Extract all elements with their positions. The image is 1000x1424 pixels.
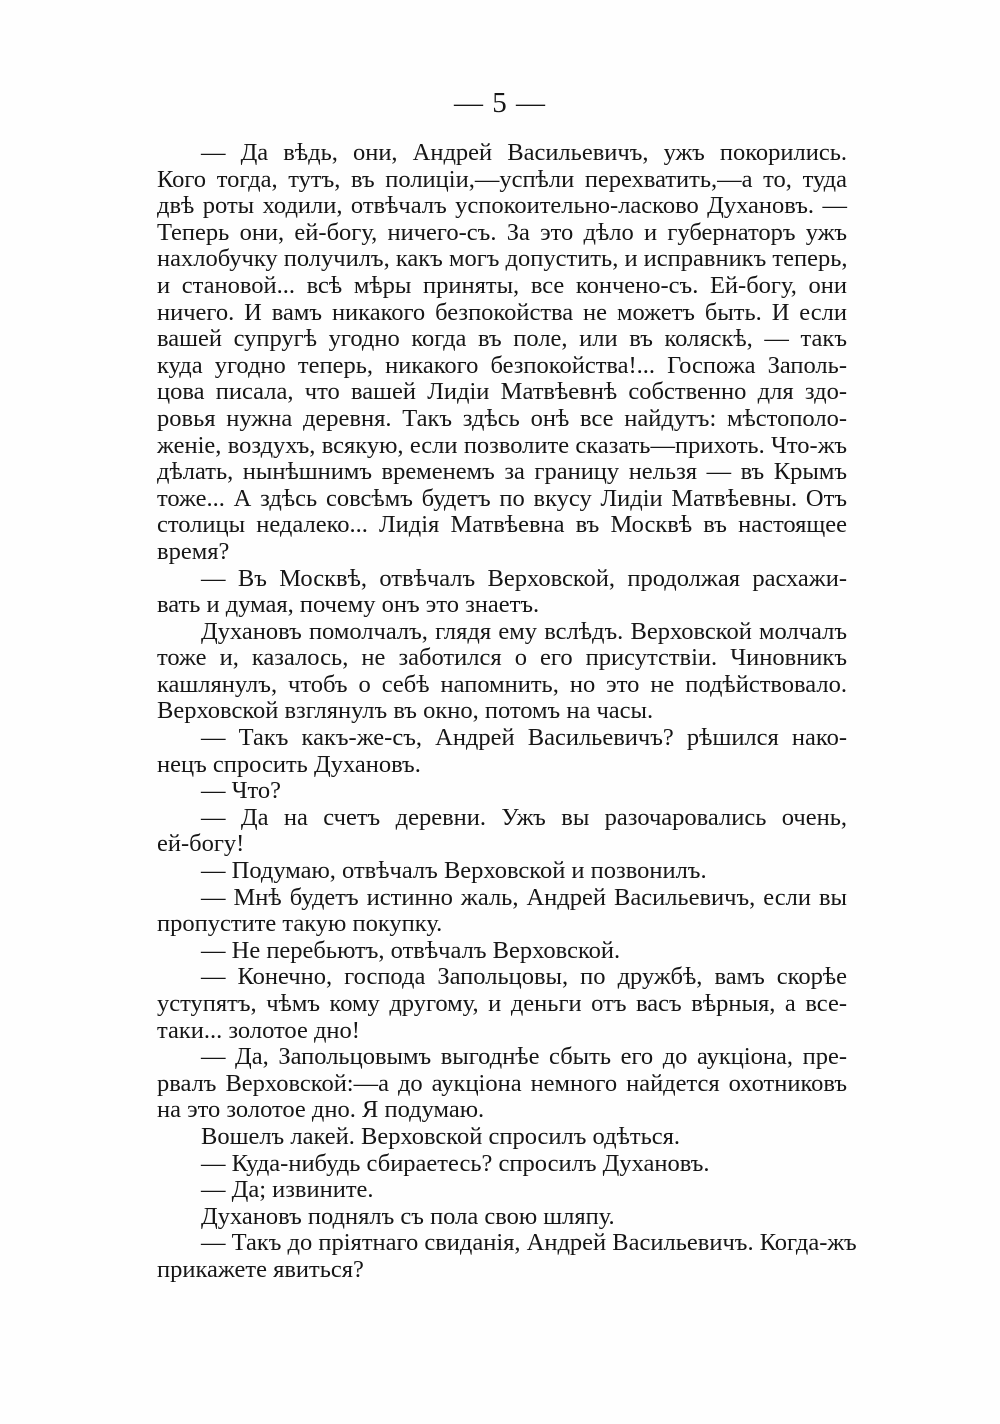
text-line: — Что? (201, 777, 282, 805)
page-number: — 5 — (454, 87, 546, 119)
text-line: дѣлать, нынѣшнимъ временемъ за границу нельзя — въ Крымъ (157, 458, 847, 486)
text-line: — Мнѣ будетъ истинно жаль, Андрей Васильевичъ, если вы (201, 883, 847, 911)
text-line: ничего. И вамъ никакого безпокойства не можетъ быть. И если (157, 298, 847, 326)
text-line: — Да на счетъ деревни. Ужъ вы разочаровались очень, (201, 803, 847, 831)
text-line: — Такъ какъ-же-съ, Андрей Васильевичъ? рѣшился нако- (201, 724, 847, 752)
text-line: — Да вѣдь, они, Андрей Васильевичъ, ужъ покорились. (201, 139, 847, 166)
text-line: Духановъ поднялъ съ пола свою шляпу. (201, 1202, 615, 1230)
text-line: вашей супругѣ угодно когда въ поле, или въ коляскѣ, — такъ (157, 325, 847, 353)
text-line: таки... золотое дно! (157, 1016, 360, 1044)
text-line: рвалъ Верховской:—а до аукціона немного найдется охотниковъ (157, 1069, 847, 1097)
text-line: Кого тогда, тутъ, въ полиціи,—успѣли перехватить,—а то, туда (157, 165, 847, 193)
text-line: женіе, воздухъ, всякую, если позволите сказать—прихоть. Что-жъ (157, 431, 847, 459)
text-line: уступятъ, чѣмъ кому другому, и деньги отъ васъ вѣрныя, а все- (157, 990, 847, 1017)
text-line: вать и думая, почему онъ это знаетъ. (157, 591, 540, 619)
text-line: Теперь они, ей-богу, ничего-съ. За это дѣло и губернаторъ ужъ (157, 218, 847, 246)
text-line: и становой... всѣ мѣры приняты, все кончено-съ. Ей-богу, они (157, 271, 847, 299)
text-line: прикажете явиться? (157, 1255, 364, 1283)
text-line: Верховской взглянулъ въ окно, потомъ на часы. (157, 697, 654, 725)
text-line: — Подумаю, отвѣчалъ Верховской и позвонилъ. (201, 857, 707, 885)
text-line: — Куда-нибудь сбираетесь? спросилъ Духановъ. (201, 1149, 710, 1177)
text-line: тоже... А здѣсь совсѣмъ будетъ по вкусу Лидіи Матвѣевны. Отъ (157, 484, 847, 512)
text-line: нецъ спросить Духановъ. (157, 750, 421, 778)
text-line: на это золотое дно. Я подумаю. (157, 1096, 485, 1124)
text-line: — Да; извините. (201, 1176, 374, 1204)
text-line: Вошелъ лакей. Верховской спросилъ одѣться. (201, 1122, 681, 1150)
text-line: ровья нужна деревня. Такъ здѣсь онѣ все найдутъ: мѣстополо- (157, 404, 847, 432)
text-line: Духановъ помолчалъ, глядя ему вслѣдъ. Верховской молчалъ (201, 617, 847, 645)
body-text (157, 139, 857, 1284)
text-line: нахлобучку получилъ, какъ могъ допустить, и исправникъ теперь, (157, 245, 848, 273)
text-line: ей-богу! (157, 830, 245, 858)
text-line: пропустите такую покупку. (157, 910, 443, 938)
text-line: — Конечно, господа Запольцовы, по дружбѣ, вамъ скорѣе (201, 963, 847, 991)
text-line: — Да, Запольцовымъ выгоднѣе сбыть его до аукціона, пре- (201, 1043, 847, 1071)
text-line: столицы недалеко... Лидія Матвѣевна въ Москвѣ въ настоящее (157, 511, 847, 539)
text-line: — Не перебьютъ, отвѣчалъ Верховской. (201, 936, 621, 964)
text-line: — Такъ до пріятнаго свиданія, Андрей Васильевичъ. Когда-жъ (201, 1229, 857, 1257)
text-line: двѣ роты ходили, отвѣчалъ успокоительно-ласково Духановъ. — (157, 192, 847, 220)
text-line: кашлянулъ, чтобъ о себѣ напомнить, но это не подѣйствовало. (157, 670, 847, 698)
text-line: — Въ Москвѣ, отвѣчалъ Верховской, продолжая расхажи- (201, 564, 847, 592)
text-line: цова писала, что вашей Лидіи Матвѣевнѣ собственно для здо- (157, 378, 847, 406)
text-line: куда угодно теперь, никакого безпокойства!... Госпожа Заполь- (157, 351, 847, 379)
text-line: тоже и, казалось, не заботился о его присутствіи. Чиновникъ (157, 644, 847, 672)
text-line: время? (157, 537, 230, 565)
